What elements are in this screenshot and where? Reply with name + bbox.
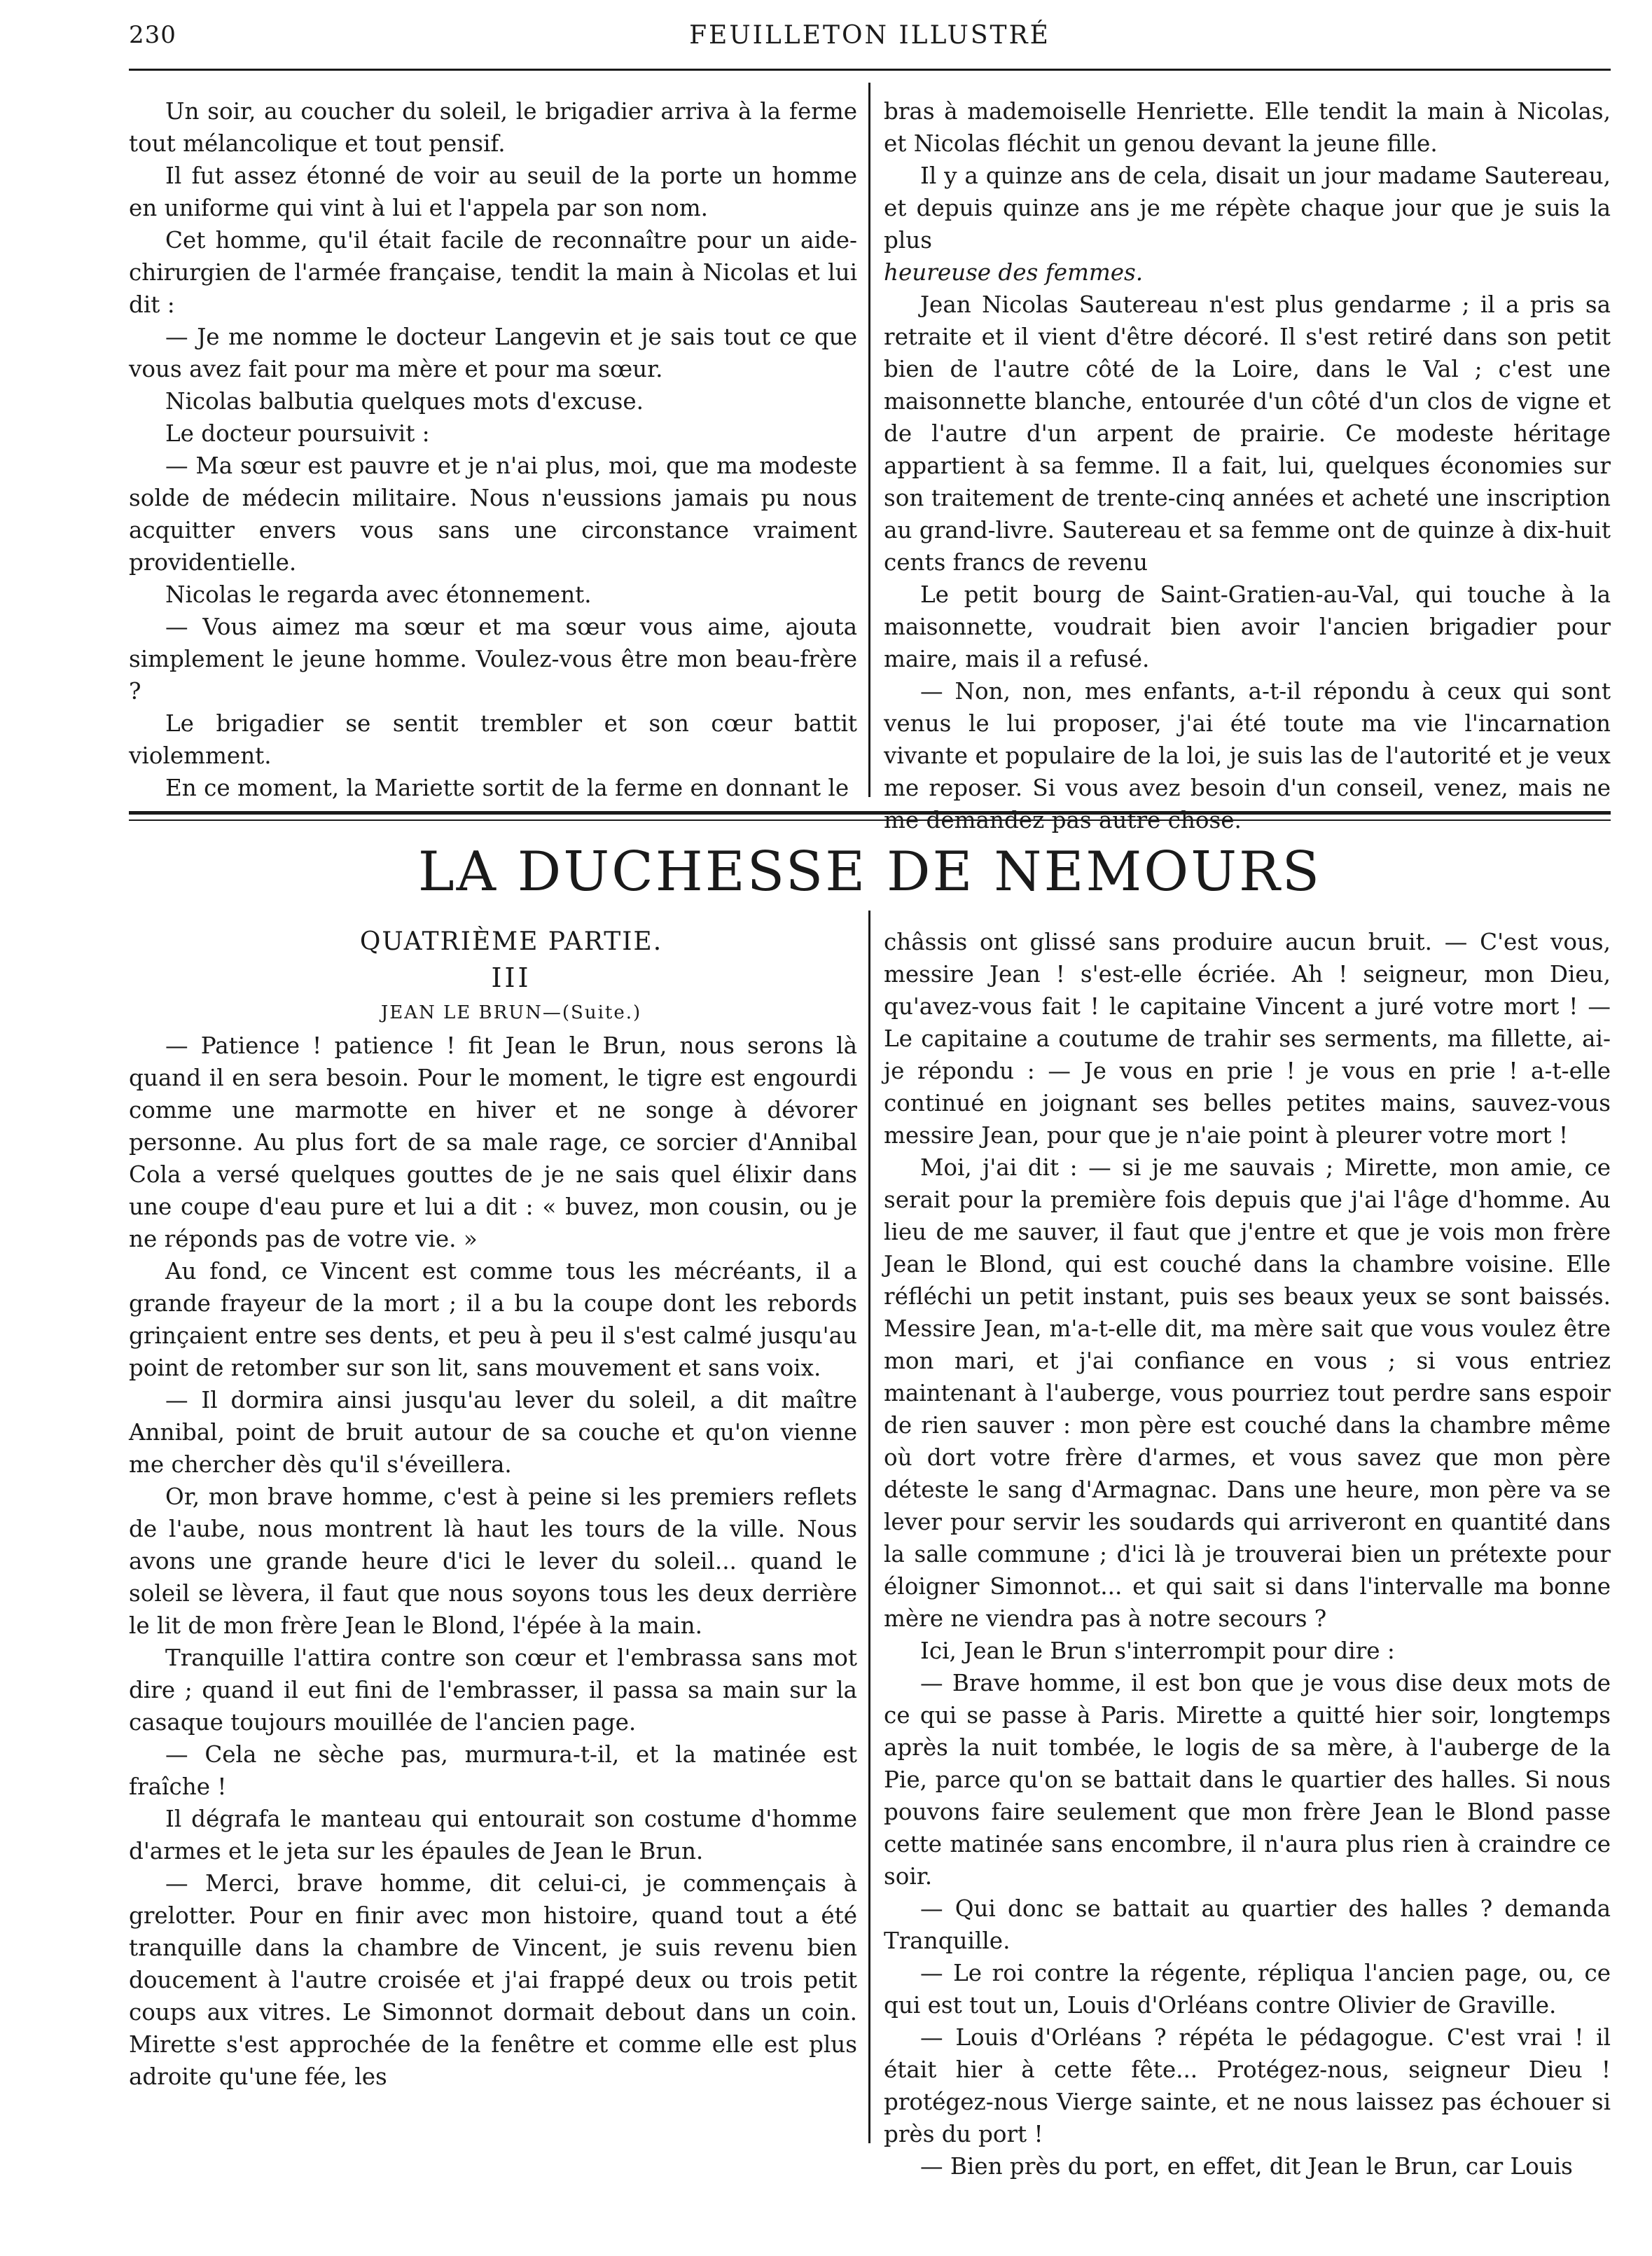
paragraph: — Brave homme, il est bon que je vous dise deux mots de ce qui se passe à Paris. Mirette a quitté hier soir, longtemps après la nuit tombée, le logis de sa mère, à l'auberge de la Pie, parce qu'on se battait dans le quartier des halles. Si nous pouvons faire seulement que mon frère Jean le Blond passe cette matinée sans encombre, il n'aura plus rien à craindre ce soir. <box>884 1670 1611 1890</box>
bottom-left-column <box>129 925 857 2093</box>
emphasis: heureuse des femmes. <box>884 259 1144 286</box>
italic-phrase <box>884 256 1611 289</box>
paragraph: — Le roi contre la régente, répliqua l'ancien page, ou, ce qui est tout un, Louis d'Orléans contre Olivier de Graville. <box>884 1960 1611 2019</box>
paragraph: Jean Nicolas Sautereau n'est plus gendarme ; il a pris sa retraite et il vient d'être décoré. Il s'est retiré dans son petit bien de l'autre côté de la Loire, dans le Val ; c'est une maisonnette blanche, entourée d'un côté d'un clos de vigne et de l'autre d'un arpent de prairie. Ce modeste héritage appartient à sa femme. Il a fait, lui, quelques économies sur son traitement de trente-cinq années et acheté une inscription au grand-livre. Sautereau et sa femme ont de quinze à dix-huit cents francs de revenu <box>884 291 1611 576</box>
paragraph: Le docteur poursuivit : <box>165 420 430 447</box>
paragraph: — Merci, brave homme, dit celui-ci, je commençais à grelotter. Pour en finir avec mon histoire, quand tout a été tranquille dans la chambre de Vincent, je suis revenu bien doucement à l'autre croisée et j'ai frappé deux ou trois petit coups aux vitres. Le Simonnot dormait debout dans un coin. Mirette s'est approchée de la fenêtre et comme elle est plus adroite qu'une fée, les <box>129 1870 857 2090</box>
paragraph: Cet homme, qu'il était facile de reconnaître pour un aide-chirurgien de l'armée française, tendit la main à Nicolas et lui dit : <box>129 227 857 318</box>
chapter-number: III <box>491 962 532 993</box>
paragraph: Il dégrafa le manteau qui entourait son costume d'homme d'armes et le jeta sur les épaules de Jean le Brun. <box>129 1806 857 1864</box>
page-header <box>129 15 1611 57</box>
paragraph: Nicolas balbutia quelques mots d'excuse. <box>165 388 644 415</box>
part-heading: QUATRIÈME PARTIE. <box>359 927 663 956</box>
top-right-column <box>884 95 1611 836</box>
paragraph: Tranquille l'attira contre son cœur et l'embrassa sans mot dire ; quand il eut fini de l'embrasser, il passa sa main sur la casaque toujours mouillée de l'ancien page. <box>129 1645 857 1736</box>
paragraph: En ce moment, la Mariette sortit de la ferme en donnant le <box>165 775 849 801</box>
paragraph: — Ma sœur est pauvre et je n'ai plus, moi, que ma modeste solde de médecin militaire. Nous n'eussions jamais pu nous acquitter envers vous sans une circonstance vraiment providentielle. <box>129 452 857 576</box>
paragraph: Il y a quinze ans de cela, disait un jour madame Sautereau, et depuis quinze ans je me répète chaque jour que je suis la plus <box>884 162 1611 254</box>
top-column-divider <box>868 83 870 797</box>
header-rule <box>129 69 1611 71</box>
paragraph: — Vous aimez ma sœur et ma sœur vous aime, ajouta simplement le jeune homme. Voulez-vous être mon beau-frère ? <box>129 614 857 705</box>
paragraph: Or, mon brave homme, c'est à peine si les premiers reflets de l'aube, nous montrent là haut les tours de la ville. Nous avons une grande heure d'ici le lever du soleil... quand le soleil se lèvera, il faut que nous soyons tous les deux derrière le lit de mon frère Jean le Blond, l'épée à la main. <box>129 1483 857 1639</box>
paragraph: Il fut assez étonné de voir au seuil de la porte un homme en uniforme qui vint à lui et l'appela par son nom. <box>129 162 857 221</box>
paragraph: — Il dormira ainsi jusqu'au lever du soleil, a dit maître Annibal, point de bruit autour de sa couche et qu'on vienne me chercher dès qu'il s'éveillera. <box>129 1387 857 1478</box>
paragraph: bras à mademoiselle Henriette. Elle tendit la main à Nicolas, et Nicolas fléchit un genou devant la jeune fille. <box>884 98 1611 157</box>
page-number: 230 <box>129 21 176 49</box>
paragraph: Le brigadier se sentit trembler et son cœur battit violemment. <box>129 710 857 769</box>
paragraph: — Qui donc se battait au quartier des halles ? demanda Tranquille. <box>884 1895 1611 1954</box>
bottom-right-column <box>884 926 1611 2182</box>
paragraph: Au fond, ce Vincent est comme tous les mécréants, il a grande frayeur de la mort ; il a bu la coupe dont les rebords grinçaient entre ses dents, et peu à peu il s'est calmé jusqu'au point de retomber sur son lit, sans mouvement et sans voix. <box>129 1258 857 1381</box>
story-title: LA DUCHESSE DE NEMOURS <box>417 840 1322 904</box>
paragraph: Nicolas le regarda avec étonnement. <box>165 581 592 608</box>
paragraph: Moi, j'ai dit : — si je me sauvais ; Mirette, mon amie, ce serait pour la première fois depuis que j'ai l'âge d'homme. Au lieu de me sauver, il faut que j'entre et que je vois mon frère Jean le Blond, qui est couché dans la chambre voisine. Elle réfléchi un petit instant, puis ses beaux yeux se sont baissés. Messire Jean, m'a-t-elle dit, ma mère sait que vous voulez être mon mari, et j'ai confiance en vous ; si vous entriez maintenant à l'auberge, vous pourriez tout perdre sans espoir de rien sauver : mon père est couché dans la chambre même où dort votre frère d'armes, et vous savez que mon père déteste le sang d'Armagnac. Dans une heure, mon père va se lever pour servir les soudards qui arriveront en quantité dans la salle commune ; d'ici là je trouverai bien un prétexte pour éloigner Simonnot... et qui sait si dans l'intervalle ma bonne mère ne viendra pas à notre secours ? <box>884 1154 1611 1632</box>
paragraph: Ici, Jean le Brun s'interrompit pour dire : <box>920 1638 1395 1664</box>
running-head: FEUILLETON ILLUSTRÉ <box>689 21 1050 50</box>
paragraph: Un soir, au coucher du soleil, le brigadier arriva à la ferme tout mélancolique et tout pensif. <box>129 98 857 157</box>
paragraph: — Patience ! patience ! fit Jean le Brun, nous serons là quand il en sera besoin. Pour le moment, le tigre est engourdi comme une marmotte en hiver et ne songe à dévorer personne. Au plus fort de sa male rage, ce sorcier d'Annibal Cola a versé quelques gouttes de je ne sais quel élixir dans une coupe d'eau pure et lui a dit : « buvez, mon cousin, ou je ne réponds pas de votre vie. » <box>129 1032 857 1252</box>
paragraph: châssis ont glissé sans produire aucun bruit. — C'est vous, messire Jean ! s'est-elle écriée. Ah ! seigneur, mon Dieu, qu'avez-vous fait ! le capitaine Vincent a juré votre mort ! — Le capitaine a coutume de trahir ses serments, ma fillette, ai-je répondu : — Je vous en prie ! je vous en prie ! a-t-elle continué en joignant ses belles petites mains, sauvez-vous messire Jean, pour que je n'aie point à pleurer votre mort ! <box>884 929 1611 1149</box>
paragraph: — Bien près du port, en effet, dit Jean le Brun, car Louis <box>920 2153 1573 2180</box>
top-left-column <box>129 95 857 804</box>
bottom-column-divider <box>868 911 870 2143</box>
paragraph: — Je me nomme le docteur Langevin et je sais tout ce que vous avez fait pour ma mère et pour ma sœur. <box>129 324 857 382</box>
paragraph: — Non, non, mes enfants, a-t-il répondu à ceux qui sont venus le lui proposer, j'ai été toute ma vie l'incarnation vivante et populaire de la loi, je suis las de l'autorité et je veux me reposer. Si vous avez besoin d'un conseil, venez, mais ne me demandez pas autre chose. <box>884 678 1611 833</box>
paragraph: — Cela ne sèche pas, murmura-t-il, et la matinée est fraîche ! <box>129 1741 857 1800</box>
chapter-title: JEAN LE BRUN—(Suite.) <box>380 1002 642 1023</box>
paragraph: Le petit bourg de Saint-Gratien-au-Val, qui touche à la maisonnette, voudrait bien avoir l'ancien brigadier pour maire, mais il a refusé. <box>884 581 1611 672</box>
paragraph: — Louis d'Orléans ? répéta le pédagogue. C'est vrai ! il était hier à cette fête... Protégez-nous, seigneur Dieu ! protégez-nous Vierge sainte, et ne nous laissez pas échouer si près du port ! <box>884 2024 1611 2147</box>
